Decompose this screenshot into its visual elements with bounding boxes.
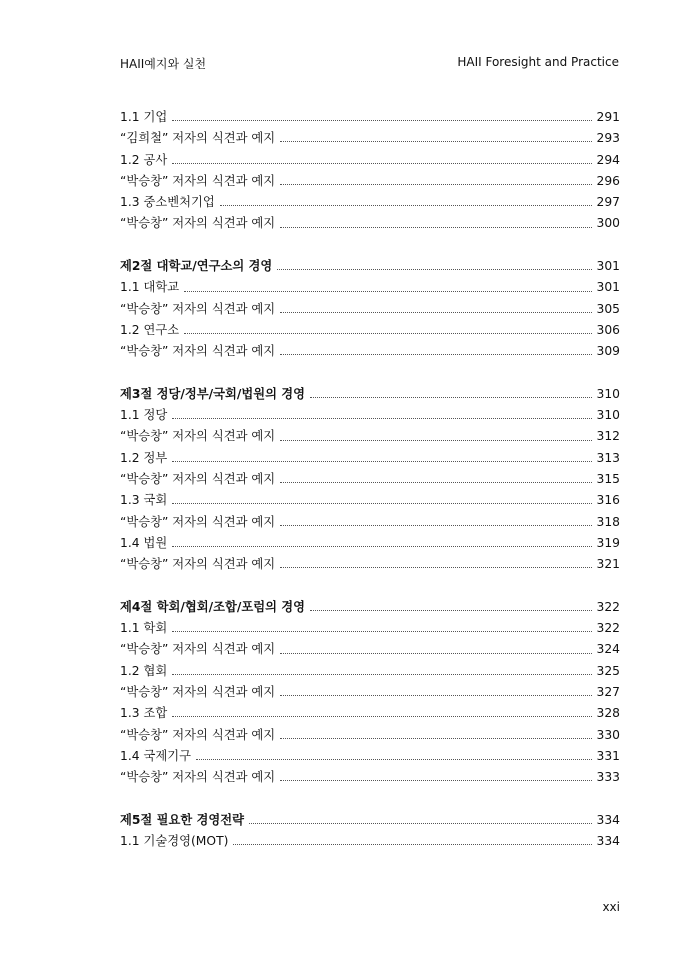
toc-entry-page-number: 315 (596, 472, 620, 487)
header-book-title-korean: HAII예지와 실천 (120, 57, 207, 71)
toc-entry-title: “김희철” 저자의 식견과 예지 (120, 128, 278, 149)
toc-entry[interactable] (120, 490, 620, 511)
toc-entry-title: “박승창” 저자의 식견과 예지 (120, 767, 278, 788)
toc-section-entry[interactable] (120, 597, 620, 618)
dot-leader (249, 823, 591, 824)
toc-section-entry[interactable] (120, 384, 620, 405)
toc-entry[interactable] (120, 639, 620, 660)
toc-entry-page-number: 310 (596, 408, 620, 423)
dot-leader (310, 610, 591, 611)
dot-leader (196, 759, 592, 760)
dot-leader (280, 312, 591, 313)
dot-leader (233, 844, 591, 845)
toc-entry-title: “박승창” 저자의 식견과 예지 (120, 639, 278, 660)
toc-entry-title: “박승창” 저자의 식견과 예지 (120, 682, 278, 703)
toc-entry-page-number: 322 (596, 621, 620, 636)
toc-entry[interactable] (120, 277, 620, 298)
toc-entry[interactable] (120, 767, 620, 788)
toc-entry-title: 1.1 정당 (120, 405, 170, 426)
toc-entry-title: “박승창” 저자의 식견과 예지 (120, 512, 278, 533)
toc-entry[interactable] (120, 299, 620, 320)
toc-entry[interactable] (120, 554, 620, 575)
toc-entry[interactable] (120, 746, 620, 767)
toc-section-entry[interactable] (120, 256, 620, 277)
toc-entry[interactable] (120, 213, 620, 234)
toc-entry-page-number: 325 (596, 663, 620, 678)
toc-entry[interactable] (120, 831, 620, 852)
toc-entry-page-number: 313 (596, 450, 620, 465)
toc-entry[interactable] (120, 682, 620, 703)
toc-entry-page-number: 309 (596, 344, 620, 359)
toc-entry[interactable] (120, 341, 620, 362)
running-header (0, 55, 688, 71)
toc-entry[interactable] (120, 320, 620, 341)
toc-entry-page-number: 305 (596, 301, 620, 316)
toc-entry[interactable] (120, 150, 620, 171)
toc-entry-page-number: 301 (596, 259, 620, 274)
toc-entry-title: 1.3 국회 (120, 490, 170, 511)
toc-entry[interactable] (120, 426, 620, 447)
toc-entry-title: 1.1 기술경영(MOT) (120, 831, 231, 852)
toc-entry-page-number: 319 (596, 535, 620, 550)
toc-entry-page-number: 301 (596, 280, 620, 295)
toc-spacer (120, 235, 620, 256)
toc-entry-page-number: 306 (596, 322, 620, 337)
dot-leader (280, 780, 591, 781)
dot-leader (184, 291, 591, 292)
toc-entry[interactable] (120, 107, 620, 128)
page-number: xxi (602, 900, 620, 914)
toc-entry-page-number: 331 (596, 748, 620, 763)
dot-leader (280, 184, 591, 185)
dot-leader (172, 631, 591, 632)
toc-entry-page-number: 327 (596, 685, 620, 700)
toc-entry[interactable] (120, 192, 620, 213)
toc-entry-page-number: 312 (596, 429, 620, 444)
toc-section-entry[interactable] (120, 810, 620, 831)
toc-entry-title: “박승창” 저자의 식견과 예지 (120, 554, 278, 575)
toc-entry-title: 1.3 조합 (120, 703, 170, 724)
toc-entry[interactable] (120, 618, 620, 639)
dot-leader (280, 354, 591, 355)
toc-entry-title: 1.4 법원 (120, 533, 170, 554)
toc-entry-title: 1.1 대학교 (120, 277, 182, 298)
toc-entry[interactable] (120, 533, 620, 554)
toc-entry-page-number: 324 (596, 642, 620, 657)
toc-entry-title: 제4절 학회/협회/조합/포럼의 경영 (120, 597, 308, 618)
toc-entry-page-number: 316 (596, 493, 620, 508)
toc-entry-page-number: 310 (596, 386, 620, 401)
toc-entry-title: 1.1 기업 (120, 107, 170, 128)
toc-entry-title: “박승창” 저자의 식견과 예지 (120, 725, 278, 746)
toc-entry-title: “박승창” 저자의 식견과 예지 (120, 469, 278, 490)
dot-leader (172, 461, 591, 462)
toc-entry[interactable] (120, 448, 620, 469)
dot-leader (220, 205, 592, 206)
toc-entry-title: 1.3 중소벤처기업 (120, 192, 218, 213)
toc-entry-title: 1.2 협회 (120, 661, 170, 682)
toc-spacer (120, 576, 620, 597)
toc-entry-title: 1.2 공사 (120, 150, 170, 171)
toc-entry-page-number: 291 (596, 110, 620, 124)
toc-entry-page-number: 330 (596, 727, 620, 742)
table-of-contents (120, 107, 620, 852)
dot-leader (280, 440, 591, 441)
toc-entry-page-number: 318 (596, 514, 620, 529)
toc-entry-page-number: 322 (596, 599, 620, 614)
toc-entry-title: 1.2 정부 (120, 448, 170, 469)
toc-entry-page-number: 300 (596, 216, 620, 231)
toc-entry-page-number: 328 (596, 706, 620, 721)
dot-leader (280, 738, 591, 739)
dot-leader (280, 525, 591, 526)
header-book-title-english: HAII Foresight and Practice (457, 55, 619, 69)
toc-entry[interactable] (120, 725, 620, 746)
toc-spacer (120, 363, 620, 384)
toc-entry-title: 1.2 연구소 (120, 320, 182, 341)
toc-entry-page-number: 333 (596, 770, 620, 785)
dot-leader (172, 120, 591, 121)
dot-leader (172, 418, 591, 419)
toc-spacer (120, 789, 620, 810)
toc-entry-title: “박승창” 저자의 식견과 예지 (120, 341, 278, 362)
dot-leader (172, 546, 591, 547)
toc-entry-title: 제3절 정당/정부/국회/법원의 경영 (120, 384, 308, 405)
toc-entry-title: “박승창” 저자의 식견과 예지 (120, 426, 278, 447)
dot-leader (172, 674, 591, 675)
toc-entry-title: “박승창” 저자의 식견과 예지 (120, 171, 278, 192)
dot-leader (280, 695, 591, 696)
toc-entry-page-number: 334 (596, 812, 620, 827)
dot-leader (280, 227, 591, 228)
toc-entry[interactable] (120, 128, 620, 149)
dot-leader (280, 482, 591, 483)
toc-entry[interactable] (120, 703, 620, 724)
toc-entry[interactable] (120, 171, 620, 192)
dot-leader (280, 653, 591, 654)
dot-leader (172, 163, 591, 164)
toc-entry[interactable] (120, 512, 620, 533)
toc-entry-page-number: 321 (596, 557, 620, 572)
toc-entry-title: 제5절 필요한 경영전략 (120, 810, 247, 831)
toc-entry[interactable] (120, 661, 620, 682)
toc-entry-title: “박승창” 저자의 식견과 예지 (120, 213, 278, 234)
toc-entry[interactable] (120, 405, 620, 426)
dot-leader (172, 716, 591, 717)
toc-entry-title: 제2절 대학교/연구소의 경영 (120, 256, 275, 277)
toc-entry-page-number: 294 (596, 152, 620, 167)
toc-entry-page-number: 296 (596, 173, 620, 188)
toc-entry-page-number: 297 (596, 195, 620, 210)
toc-entry[interactable] (120, 469, 620, 490)
dot-leader (277, 269, 591, 270)
toc-entry-title: 1.4 국제기구 (120, 746, 194, 767)
dot-leader (310, 397, 591, 398)
dot-leader (184, 333, 591, 334)
dot-leader (280, 567, 591, 568)
dot-leader (280, 141, 591, 142)
toc-entry-page-number: 293 (596, 131, 620, 146)
toc-entry-title: “박승창” 저자의 식견과 예지 (120, 299, 278, 320)
toc-entry-title: 1.1 학회 (120, 618, 170, 639)
dot-leader (172, 503, 591, 504)
toc-entry-page-number: 334 (596, 834, 620, 849)
